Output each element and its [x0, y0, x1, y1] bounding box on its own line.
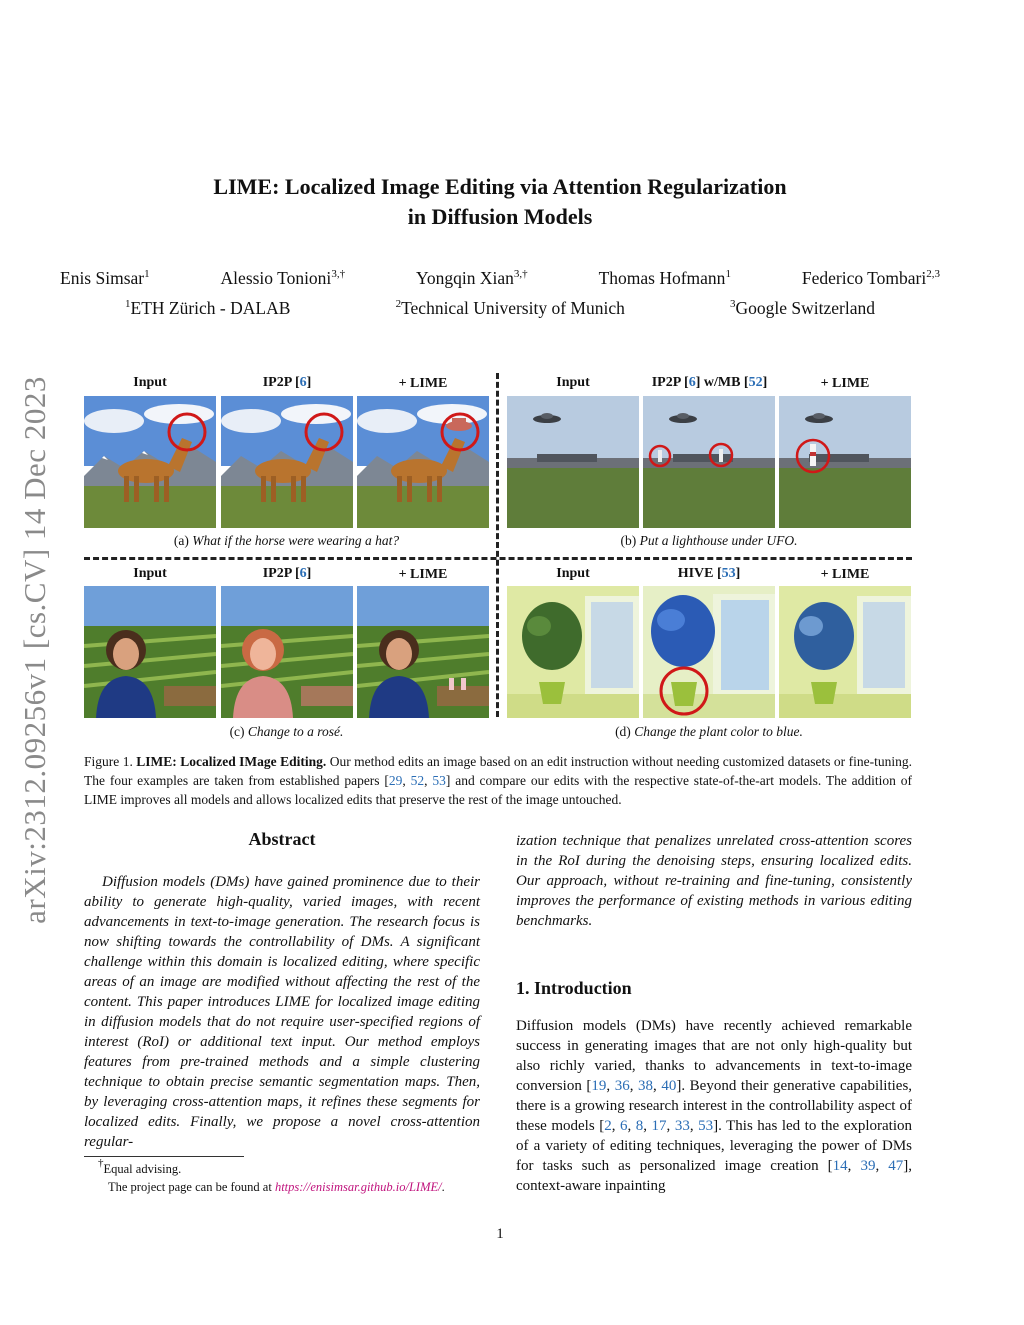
- horse-lime-image: [357, 396, 489, 528]
- page-number: 1: [496, 1226, 504, 1242]
- citation-link[interactable]: 29: [388, 773, 403, 788]
- citation-link[interactable]: 36: [614, 1078, 630, 1094]
- citation-link[interactable]: 53: [432, 773, 446, 788]
- citation-link[interactable]: 6: [688, 375, 696, 390]
- woman-ip2p-image: [221, 586, 353, 718]
- col-head-input: Input: [133, 566, 167, 581]
- subfigure-caption-b: (b) Put a lighthouse under UFO.: [620, 533, 798, 548]
- woman-lime-image: [357, 586, 489, 718]
- paper-title: [0, 172, 1000, 232]
- citation-link[interactable]: 39: [860, 1158, 876, 1174]
- introduction-heading: 1. Introduction: [516, 978, 632, 998]
- arxiv-identifier: [14, 350, 56, 950]
- citation-link[interactable]: 40: [661, 1078, 677, 1094]
- col-head-lime: + LIME: [820, 567, 870, 582]
- citation-link[interactable]: 53: [721, 566, 736, 581]
- col-head-input: Input: [133, 375, 167, 390]
- ufo-lime-image: [779, 396, 911, 528]
- author-list: [60, 268, 940, 289]
- citation-link[interactable]: 14: [832, 1158, 848, 1174]
- panel-separator-horizontal: [84, 557, 912, 560]
- col-head-lime: + LIME: [398, 376, 448, 391]
- col-head-input: Input: [556, 566, 590, 581]
- citation-link[interactable]: 53: [698, 1118, 714, 1134]
- col-head-input: Input: [556, 375, 590, 390]
- col-head-method: HIVE [53]: [677, 566, 741, 581]
- footnote-divider: [84, 1156, 244, 1157]
- horse-input-image: [84, 396, 216, 528]
- footnote-project-page: The project page can be found at https://enisimsar.github.io/LIME/.: [108, 1180, 445, 1194]
- affiliation: $^1$ETH Zürich - DALAB: [125, 298, 291, 318]
- abstract-heading: Abstract: [248, 829, 316, 849]
- citation-link[interactable]: 33: [674, 1118, 690, 1134]
- citation-link[interactable]: 6: [299, 566, 307, 581]
- panel-separator-vertical: [496, 373, 499, 717]
- introduction-paragraph: Diffusion models (DMs) have recently achieved remarkable success in generating images that are not only high-quality but also richly varied, thanks to advancements in text-to-image conversion [19, 36, 38, 40]. Beyond their generative capabilities, there is a growing research interest in the controllability aspect of these models [2, 6, 8, 17, 33, 53]. This has led to the exploration of a variety of editing techniques, leveraging the power of DMs for tasks such as personalized image creation [14, 39, 47], context-aware inpainting: [516, 1018, 913, 1194]
- citation-link[interactable]: 38: [638, 1078, 654, 1094]
- title-line-1: LIME: Localized Image Editing via Attention Regularization: [213, 174, 787, 199]
- citation-link[interactable]: 47: [888, 1158, 904, 1174]
- plant-input-image: [507, 586, 639, 718]
- woman-input-image: [84, 586, 216, 718]
- citation-link[interactable]: 19: [591, 1078, 607, 1094]
- citation-link[interactable]: 2: [604, 1118, 612, 1134]
- affiliation: $^3$Google Switzerland: [730, 298, 875, 318]
- author: Federico Tombari$^{2,3}$: [801, 268, 940, 288]
- abstract-text: Diffusion models (DMs) have gained prominence due to their ability to generate high-quality, varied images, with recent advancements in text-to-image generation. The research focus is now shifting towards the controllability of DMs. A significant challenge within this domain is localized editing, where specific areas of an image are modified without affecting the rest of the content. This paper introduces LIME for localized image editing in diffusion models that do not require user-specified regions of interest (RoI) or additional text input. Our method employs features from pre-trained methods and a simple clustering technique to obtain precise semantic segmentation maps. Then, by leveraging cross-attention maps, it refines these segments for localized edits. Finally, we propose a novel cross-attention regular-: [84, 874, 480, 1150]
- citation-link[interactable]: 6: [299, 375, 307, 390]
- footnote-equal-advising: †Equal advising.: [98, 1157, 182, 1176]
- citation-link[interactable]: 52: [410, 773, 425, 788]
- plant-hive-image: [643, 586, 775, 718]
- figure-caption: Figure 1. LIME: Localized IMage Editing. Our method edits an image based on an edit instruction without needing customized datasets or fine-tuning. The four examples are taken from established papers [29, 52, 53] and compare our edits with the respective state-of-the-art models. The addition of LIME improves all models and allows localized edits that preserve the rest of the image untouched.: [84, 754, 913, 807]
- subfigure-caption-a: (a) What if the horse were wearing a hat?: [173, 533, 400, 548]
- plant-lime-image: [779, 586, 911, 718]
- col-head-method: IP2P [6]: [262, 566, 312, 581]
- project-page-link[interactable]: https://enisimsar.github.io/LIME/: [274, 1180, 442, 1194]
- horse-ip2p-image: [221, 396, 353, 528]
- ufo-ip2p-mb-image: [643, 396, 775, 528]
- subfigure-caption-d: (d) Change the plant color to blue.: [615, 724, 803, 739]
- title-line-2: in Diffusion Models: [407, 204, 593, 229]
- col-head-method: IP2P [6]: [262, 375, 312, 390]
- ufo-input-image: [507, 396, 639, 528]
- citation-link[interactable]: 52: [748, 375, 763, 390]
- subfigure-caption-c: (c) Change to a rosé.: [229, 724, 344, 739]
- citation-link[interactable]: 17: [651, 1118, 667, 1134]
- author: Thomas Hofmann$^1$: [598, 268, 731, 288]
- col-head-method: IP2P [6] w/MB [52]: [651, 375, 768, 390]
- abstract-text-continued: ization technique that penalizes unrelated cross-attention scores in the RoI during the denoising steps, ensuring localized edits. Our approach, without re-training and fine-tuning, consistently improves the performance of existing methods in various editing benchmarks.: [516, 833, 912, 929]
- affiliation: $^2$Technical University of Munich: [395, 298, 625, 318]
- affiliation-list: [125, 298, 875, 319]
- author: Enis Simsar$^1$: [60, 268, 150, 288]
- arxiv-identifier-text: arXiv:2312.09256v1 [cs.CV] 14 Dec 2023: [17, 376, 52, 924]
- author: Yongqin Xian$^{3,\dagger}$: [416, 268, 528, 288]
- citation-link[interactable]: 6: [619, 1118, 628, 1134]
- citation-link[interactable]: 8: [635, 1118, 644, 1134]
- col-head-lime: + LIME: [820, 376, 870, 391]
- col-head-lime: + LIME: [398, 567, 448, 582]
- author: Alessio Tonioni$^{3,\dagger}$: [220, 268, 346, 288]
